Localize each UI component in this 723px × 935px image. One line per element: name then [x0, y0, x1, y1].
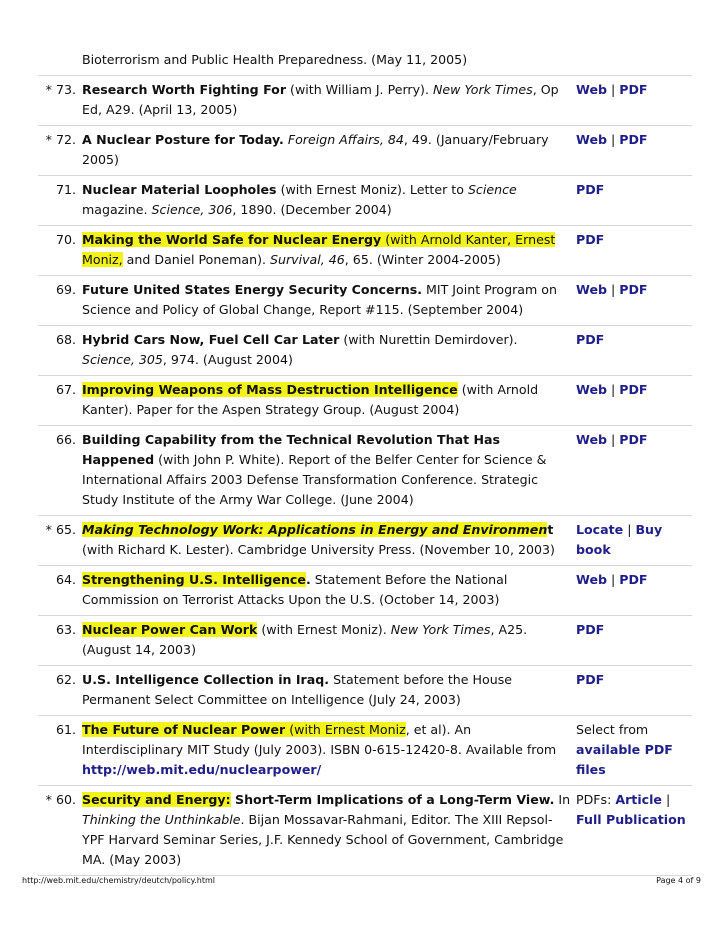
list-item [38, 666, 692, 716]
item-number: * 73. [45, 82, 76, 97]
citation-title: Nuclear Material Loopholes [82, 182, 277, 197]
links [576, 620, 692, 660]
links [576, 50, 692, 70]
links [576, 230, 692, 270]
web-link[interactable]: Web [576, 82, 607, 97]
item-number: 66. [55, 432, 76, 447]
citation: Strengthening U.S. Intelligence. Statement Before the National Commission on Terrorist Attacks Upon the U.S. (October 14, 2003) [82, 572, 508, 607]
citation: Future United States Energy Security Concerns. MIT Joint Program on Science and Policy of Global Change, Report #115. (September 2004) [82, 282, 557, 317]
item-number: 71. [55, 182, 76, 197]
citation: Bioterrorism and Public Health Preparedness. (May 11, 2005) [82, 52, 468, 67]
links: Web | PDF [576, 572, 648, 587]
item-number: * 65. [45, 522, 76, 537]
list-item [38, 276, 692, 326]
list-item [38, 376, 692, 426]
citation: Hybrid Cars Now, Fuel Cell Car Later (with Nurettin Demirdover). Science, 305, 974. (August 2004) [82, 332, 518, 367]
list-item [38, 426, 692, 516]
footer-url: http://web.mit.edu/chemistry/deutch/policy.html [22, 876, 216, 885]
web-link[interactable]: Web [576, 382, 607, 397]
links: Web | PDF [576, 382, 648, 397]
list-item [38, 226, 692, 276]
citation: Security and Energy: Short-Term Implications of a Long-Term View. In Thinking the Unthinkable. Bijan Mossavar-Rahmani, Editor. The XIII Repsol-YPF Harvard Seminar Series, J.F. Kennedy School of Government, Cambridge MA. (May 2003) [82, 792, 571, 867]
item-number: 62. [55, 672, 76, 687]
links: PDFs: Article | Full Publication [576, 792, 686, 827]
nuclearpower-link[interactable]: http://web.mit.edu/nuclearpower/ [82, 762, 322, 777]
links [576, 180, 692, 220]
links [576, 670, 692, 710]
buy-book-link[interactable]: Buy book [576, 522, 663, 557]
citation: A Nuclear Posture for Today. Foreign Affairs, 84, 49. (January/February 2005) [82, 132, 549, 167]
links: Locate | Buy book [576, 522, 663, 557]
citation-title: Research Worth Fighting For [82, 82, 287, 97]
pdf-files-link[interactable]: available PDF files [576, 742, 673, 777]
list-item [38, 566, 692, 616]
item-number: 63. [55, 622, 76, 637]
list-item [38, 516, 692, 566]
pdf-link[interactable]: PDF [576, 182, 605, 197]
full-publication-link[interactable]: Full Publication [576, 812, 686, 827]
citation: Building Capability from the Technical Revolution That Has Happened (with John P. White). Report of the Belfer Center for Science & International Affairs 2003 Defense Transformation Conference. Strategic Study Institute of the Army War College. (June 2004) [82, 432, 547, 507]
pdf-link[interactable]: PDF [619, 572, 648, 587]
pdf-link[interactable]: PDF [619, 382, 648, 397]
item-number: * 72. [45, 132, 76, 147]
list-item [38, 76, 692, 126]
citation-title: Nuclear Power Can Work [82, 622, 258, 637]
citation: Nuclear Material Loopholes (with Ernest Moniz). Letter to Science magazine. Science, 306, 1890. (December 2004) [82, 182, 517, 217]
list-item [38, 126, 692, 176]
web-link[interactable]: Web [576, 132, 607, 147]
citation-title: Making the World Safe for Nuclear Energy [82, 232, 382, 247]
item-number: 64. [55, 572, 76, 587]
list-item [38, 176, 692, 226]
links [576, 330, 692, 370]
web-link[interactable]: Web [576, 432, 607, 447]
citation-title: Security and Energy: [82, 792, 231, 807]
item-number [38, 50, 82, 70]
list-item [38, 616, 692, 666]
links: Select from available PDF files [576, 722, 673, 777]
links: Web | PDF [576, 82, 648, 97]
web-link[interactable]: Web [576, 282, 607, 297]
citation: U.S. Intelligence Collection in Iraq. Statement before the House Permanent Select Committee on Intelligence (July 24, 2003) [82, 672, 513, 707]
citation-title: Strengthening U.S. Intelligence [82, 572, 306, 587]
citation-title: Making Technology Work: Applications in Energy and Environmen [82, 522, 548, 537]
item-number: 70. [55, 232, 76, 247]
citation: Improving Weapons of Mass Destruction Intelligence (with Arnold Kanter). Paper for the Aspen Strategy Group. (August 2004) [82, 382, 539, 417]
list-item [38, 326, 692, 376]
citation-title: Building Capability from the Technical Revolution That Has Happened [82, 432, 501, 467]
article-link[interactable]: Article [615, 792, 662, 807]
item-number: 68. [55, 332, 76, 347]
links: Web | PDF [576, 432, 648, 447]
citation: Research Worth Fighting For (with William J. Perry). New York Times, Op Ed, A29. (April 13, 2005) [82, 82, 559, 117]
pdf-link[interactable]: PDF [576, 672, 605, 687]
pdf-link[interactable]: PDF [619, 282, 648, 297]
list-item [38, 42, 692, 76]
page-number: Page 4 of 9 [656, 876, 701, 885]
item-number: 69. [55, 282, 76, 297]
item-number: 61. [55, 722, 76, 737]
web-link[interactable]: Web [576, 572, 607, 587]
pdf-link[interactable]: PDF [576, 332, 605, 347]
citation-title: A Nuclear Posture for Today. [82, 132, 284, 147]
citation-title: Hybrid Cars Now, Fuel Cell Car Later [82, 332, 340, 347]
citation-title: U.S. Intelligence Collection in Iraq. [82, 672, 330, 687]
locate-link[interactable]: Locate [576, 522, 624, 537]
pdf-link[interactable]: PDF [619, 132, 648, 147]
citation: Making Technology Work: Applications in Energy and Environment (with Richard K. Lester). Cambridge University Press. (November 10, 2003) [82, 522, 555, 557]
pdf-link[interactable]: PDF [576, 232, 605, 247]
item-number: 67. [55, 382, 76, 397]
pdf-link[interactable]: PDF [619, 432, 648, 447]
links: Web | PDF [576, 132, 648, 147]
list-item [38, 786, 692, 876]
list-item [38, 716, 692, 786]
item-number: * 60. [45, 792, 76, 807]
citation-title: Future United States Energy Security Concerns. [82, 282, 423, 297]
citation: The Future of Nuclear Power (with Ernest Moniz, et al). An Interdisciplinary MIT Study (July 2003). ISBN 0-615-12420-8. Available from http://web.mit.edu/nuclearpower/ [82, 722, 557, 777]
publication-list [38, 42, 692, 876]
citation: Nuclear Power Can Work (with Ernest Moniz). New York Times, A25. (August 14, 2003) [82, 622, 528, 657]
citation-title: Improving Weapons of Mass Destruction Intelligence [82, 382, 458, 397]
pdf-link[interactable]: PDF [619, 82, 648, 97]
citation-title: The Future of Nuclear Power [82, 722, 286, 737]
citation: Making the World Safe for Nuclear Energy (with Arnold Kanter, Ernest Moniz, and Daniel Poneman). Survival, 46, 65. (Winter 2004-2005) [82, 232, 556, 267]
links: Web | PDF [576, 282, 648, 297]
pdf-link[interactable]: PDF [576, 622, 605, 637]
